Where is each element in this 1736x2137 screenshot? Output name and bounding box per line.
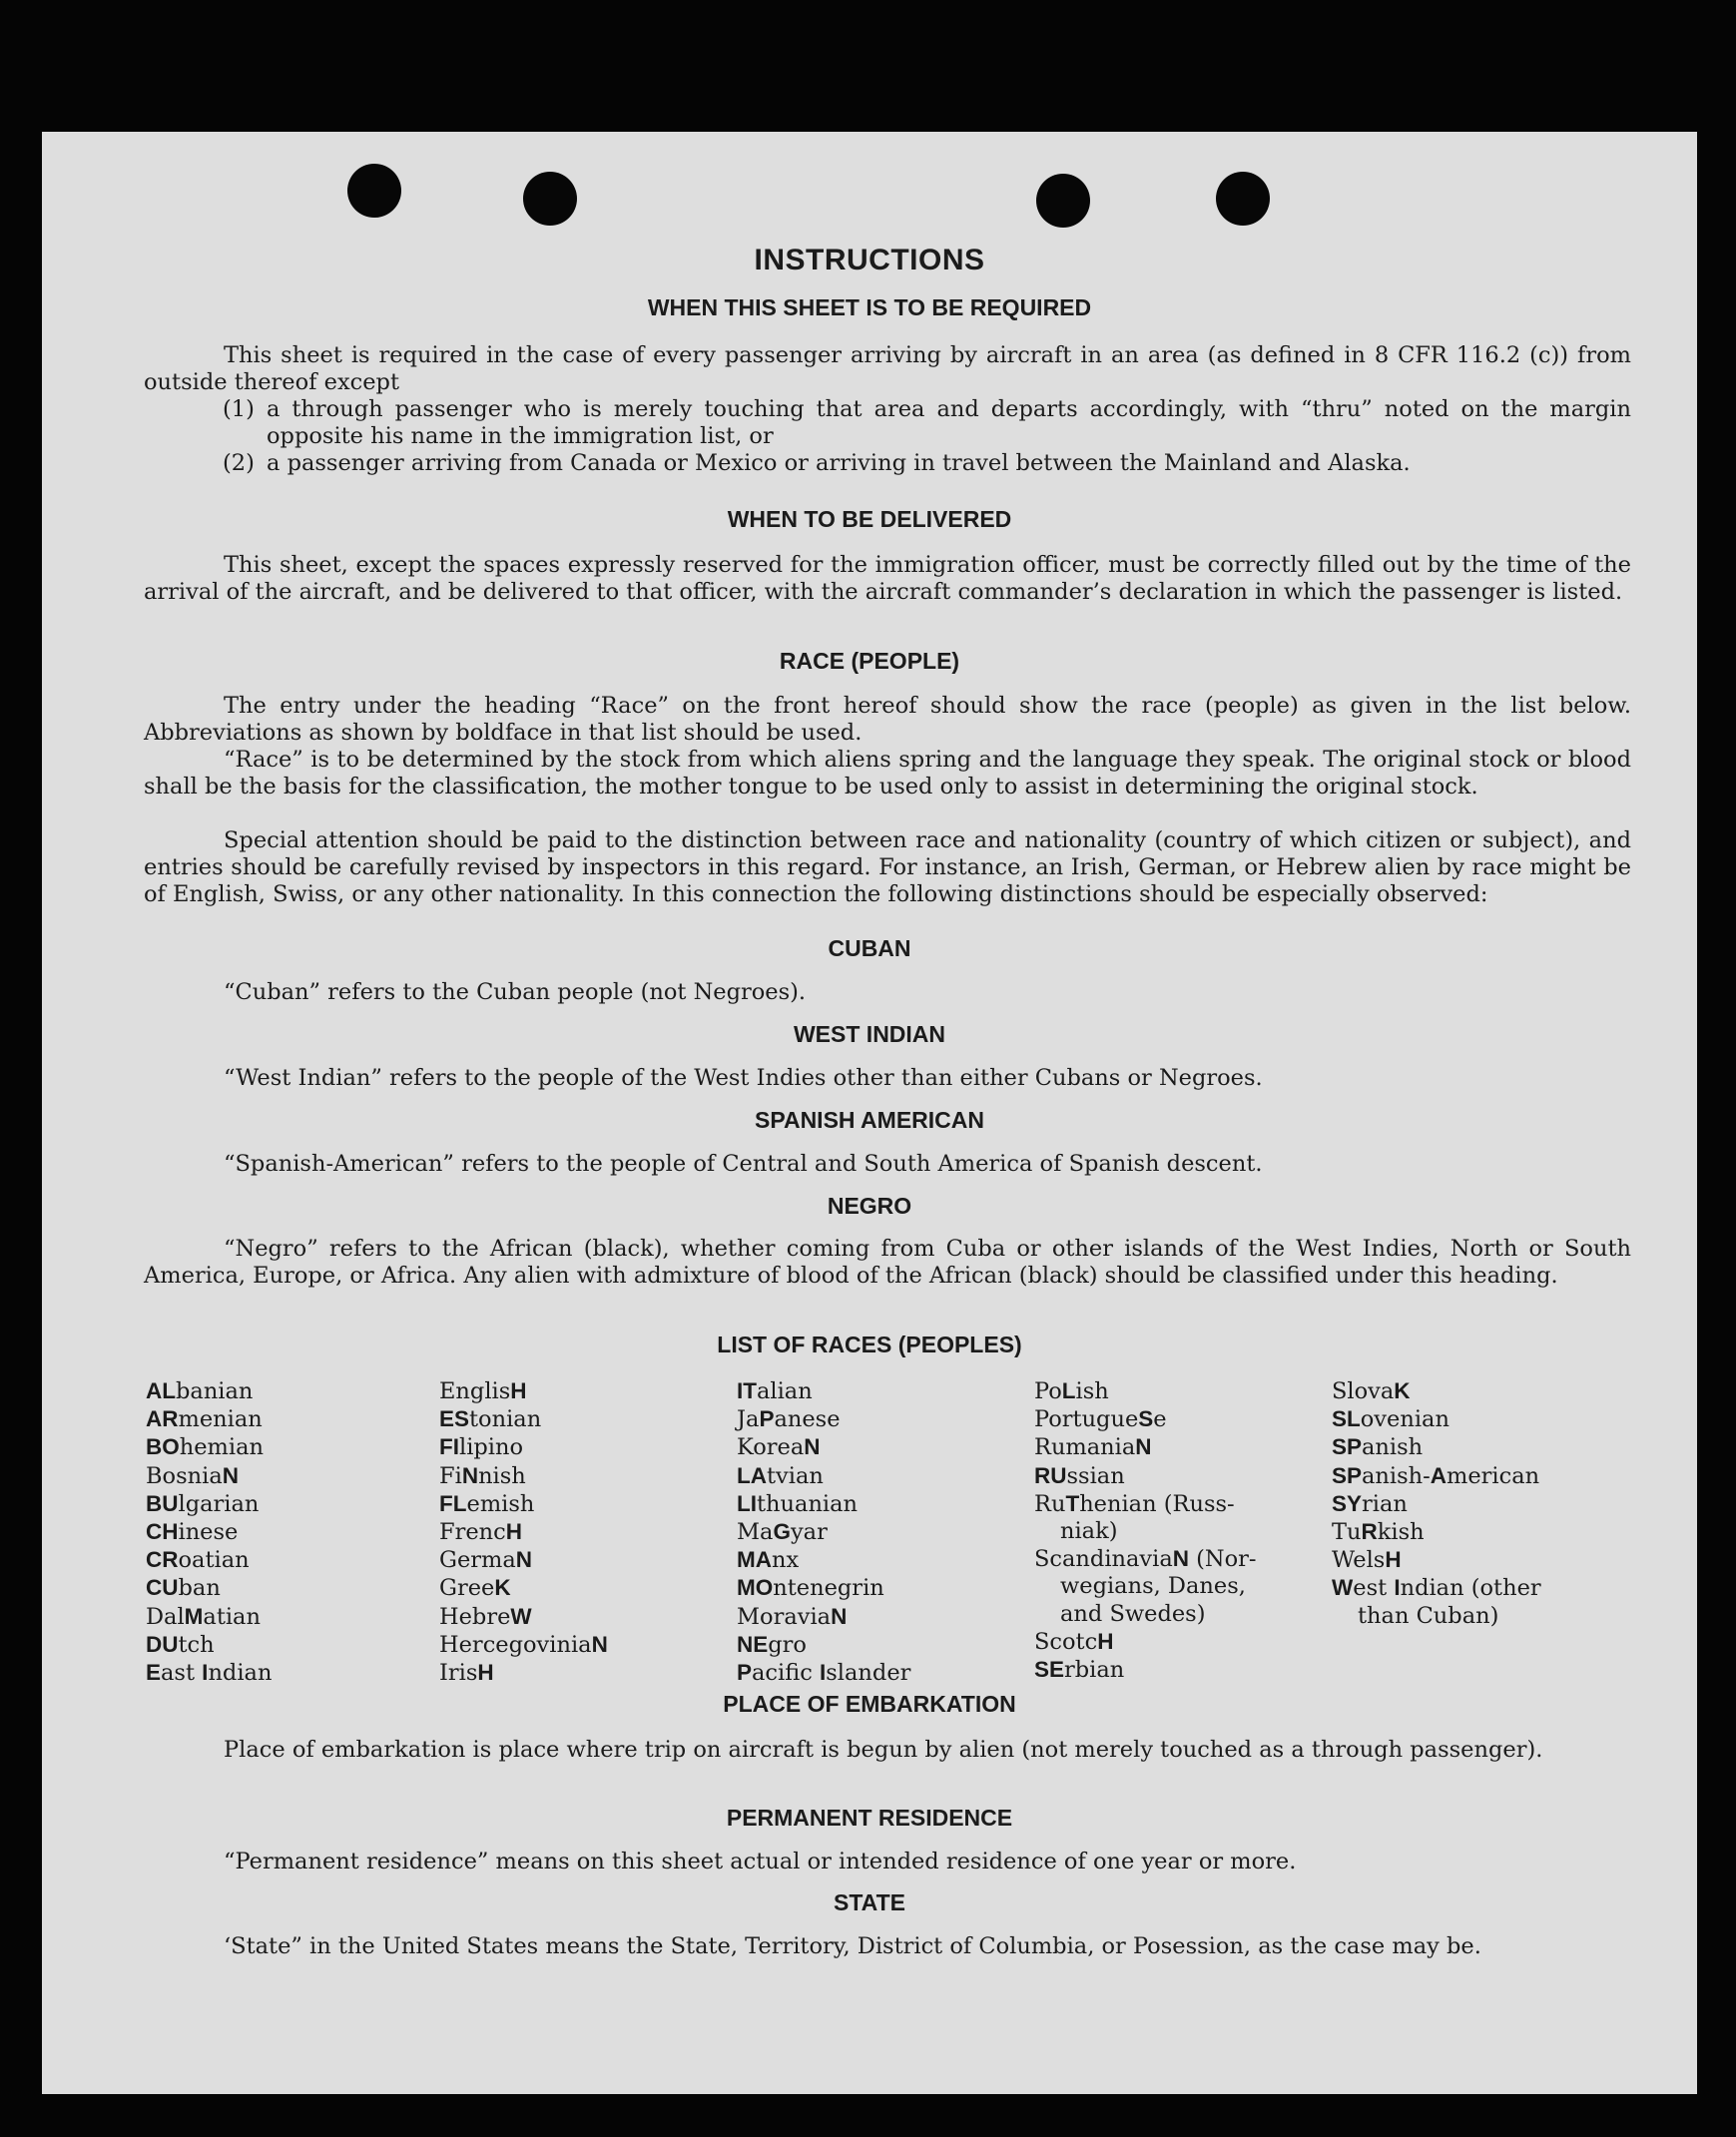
when-delivered-text: This sheet, except the spaces expressly reserved for the immigration officer, must be correctly filled out by the time of the arrival of the aircraft, and be delivered to that officer, with the aircraft commander’s declaration in which the passenger is listed. bbox=[144, 552, 1631, 605]
race-entry: West Indian (other bbox=[1332, 1575, 1541, 1602]
negro-text: “Negro” refers to the African (black), whether coming from Cuba or other islands of the West Indies, North or South America, Europe, or Africa. Any alien with admixture of blood of the African (black) should be classified under this heading. bbox=[144, 1236, 1631, 1289]
west-indian-text: “West Indian” refers to the people of the West Indies other than either Cubans or Negroes. bbox=[224, 1065, 1263, 1091]
race-entry: MAnx bbox=[737, 1547, 800, 1574]
race-entry: LIthuanian bbox=[737, 1490, 859, 1517]
when-required-intro: This sheet is required in the case of every passenger arriving by aircraft in an area (as defined in 8 CFR 116.2 (c)) from outside thereof except bbox=[144, 342, 1631, 395]
heading-list-of-races: LIST OF RACES (PEOPLES) bbox=[717, 1332, 1022, 1357]
race-entry: RuThenian (Russ- bbox=[1034, 1490, 1235, 1517]
race-entry: SErbian bbox=[1034, 1657, 1125, 1684]
race-entry: FLemish bbox=[439, 1490, 535, 1517]
race-entry: GreeK bbox=[439, 1575, 511, 1602]
list-number: (1) bbox=[223, 396, 255, 422]
race-entry: SlovaK bbox=[1332, 1378, 1411, 1404]
race-entry: SPanish bbox=[1332, 1434, 1424, 1461]
list-text: a through passenger who is merely touching that area and departs accordingly, with “thru” noted on the margin opposite his name in the immigration list, or bbox=[267, 396, 1631, 449]
race-entry: RumaniaN bbox=[1034, 1434, 1152, 1461]
punch-hole bbox=[523, 172, 577, 226]
race-entry: IrisH bbox=[439, 1660, 494, 1687]
race-entry: CRoatian bbox=[146, 1547, 250, 1574]
race-entry: Pacific Islander bbox=[737, 1660, 911, 1687]
race-entry: FrencH bbox=[439, 1519, 523, 1546]
race-entry: MOntenegrin bbox=[737, 1575, 884, 1602]
race-entry: ARmenian bbox=[146, 1406, 263, 1433]
embarkation-text: Place of embarkation is place where trip on aircraft is begun by alien (not merely touched as a through passenger). bbox=[224, 1737, 1543, 1763]
race-entry: SPanish-American bbox=[1332, 1462, 1540, 1489]
list-item bbox=[223, 396, 1631, 450]
race-entry: CUban bbox=[146, 1575, 221, 1602]
heading-state: STATE bbox=[834, 1889, 905, 1915]
state-text: ‘State” in the United States means the State, Territory, District of Columbia, or Posession, as the case may be. bbox=[224, 1933, 1481, 1959]
race-paragraph-2: “Race” is to be determined by the stock from which aliens spring and the language they speak. The original stock or blood shall be the basis for the classification, the mother tongue to be used only to assist in determining the original stock. bbox=[144, 747, 1631, 800]
race-entry: niak) bbox=[1060, 1518, 1118, 1545]
race-entry: FiNnish bbox=[439, 1462, 526, 1489]
punch-hole bbox=[347, 164, 401, 218]
heading-permanent-residence: PERMANENT RESIDENCE bbox=[726, 1805, 1013, 1831]
list-item bbox=[223, 450, 1631, 477]
race-entry: East Indian bbox=[146, 1660, 273, 1687]
race-entry: ALbanian bbox=[146, 1378, 254, 1404]
race-entry: DUtch bbox=[146, 1631, 215, 1658]
race-entry: BosniaN bbox=[146, 1462, 239, 1489]
race-entry: HebreW bbox=[439, 1603, 532, 1630]
punch-hole bbox=[1216, 172, 1270, 226]
heading-west-indian: WEST INDIAN bbox=[793, 1021, 946, 1047]
residence-text: “Permanent residence” means on this sheet actual or intended residence of one year or more. bbox=[224, 1849, 1297, 1874]
heading-negro: NEGRO bbox=[827, 1193, 912, 1219]
race-entry: PoLish bbox=[1034, 1378, 1109, 1404]
race-entry: RUssian bbox=[1034, 1462, 1125, 1489]
race-entry: NEgro bbox=[737, 1631, 807, 1658]
heading-embarkation: PLACE OF EMBARKATION bbox=[723, 1691, 1016, 1717]
race-column-1 bbox=[146, 1377, 272, 1687]
race-entry: PortugueSe bbox=[1034, 1406, 1167, 1433]
race-entry: DalMatian bbox=[146, 1603, 261, 1630]
heading-cuban: CUBAN bbox=[828, 935, 911, 961]
spanish-american-text: “Spanish-American” refers to the people of Central and South America of Spanish descent. bbox=[224, 1151, 1263, 1177]
race-entry: FIlipino bbox=[439, 1434, 524, 1461]
race-entry: ScandinaviaN (Nor- bbox=[1034, 1546, 1257, 1573]
heading-when-delivered: WHEN TO BE DELIVERED bbox=[727, 506, 1012, 532]
race-entry: ScotcH bbox=[1034, 1628, 1114, 1655]
race-paragraph-1: The entry under the heading “Race” on the front hereof should show the race (people) as given in the list below. Abbreviations as shown by boldface in that list should be used. bbox=[144, 693, 1631, 746]
race-entry: ITalian bbox=[737, 1378, 813, 1404]
race-column-4 bbox=[1034, 1377, 1257, 1684]
race-entry: and Swedes) bbox=[1060, 1600, 1206, 1627]
document-sheet bbox=[42, 132, 1697, 2094]
race-entry: LAtvian bbox=[737, 1462, 824, 1489]
race-entry: MoraviaN bbox=[737, 1603, 848, 1630]
heading-when-required: WHEN THIS SHEET IS TO BE REQUIRED bbox=[647, 294, 1092, 320]
race-column-2 bbox=[439, 1377, 608, 1687]
race-entry: HercegoviniaN bbox=[439, 1631, 608, 1658]
race-entry: KoreaN bbox=[737, 1434, 821, 1461]
race-entry: WelsH bbox=[1332, 1547, 1402, 1574]
race-entry: GermaN bbox=[439, 1547, 533, 1574]
race-entry: BUlgarian bbox=[146, 1490, 260, 1517]
race-entry: CHinese bbox=[146, 1519, 239, 1546]
race-paragraph-3: Special attention should be paid to the distinction between race and nationality (country of which citizen or subject), and entries should be carefully revised by inspectors in this regard. For instance, an Irish, German, or Hebrew alien by race might be of English, Swiss, or any other nationality. In this connection the following distinctions should be especially observed: bbox=[144, 827, 1631, 907]
race-entry: SYrian bbox=[1332, 1490, 1408, 1517]
cuban-text: “Cuban” refers to the Cuban people (not Negroes). bbox=[224, 979, 807, 1005]
race-entry: EnglisH bbox=[439, 1378, 527, 1404]
list-text: a passenger arriving from Canada or Mexico or arriving in travel between the Mainland and Alaska. bbox=[267, 450, 1411, 476]
race-entry: wegians, Danes, bbox=[1060, 1573, 1246, 1600]
race-column-5 bbox=[1332, 1377, 1541, 1630]
punch-hole bbox=[1036, 174, 1090, 228]
race-entry: JaPanese bbox=[737, 1406, 841, 1433]
race-entry: BOhemian bbox=[146, 1434, 264, 1461]
race-entry: EStonian bbox=[439, 1406, 542, 1433]
race-entry: SLovenian bbox=[1332, 1406, 1449, 1433]
race-column-3 bbox=[737, 1377, 910, 1687]
heading-spanish-american: SPANISH AMERICAN bbox=[754, 1107, 984, 1133]
heading-race: RACE (PEOPLE) bbox=[779, 648, 960, 674]
race-entry: MaGyar bbox=[737, 1519, 828, 1546]
race-entry: than Cuban) bbox=[1358, 1602, 1499, 1629]
list-number: (2) bbox=[223, 450, 255, 476]
page-title: INSTRUCTIONS bbox=[754, 244, 985, 276]
race-entry: TuRkish bbox=[1332, 1519, 1425, 1546]
